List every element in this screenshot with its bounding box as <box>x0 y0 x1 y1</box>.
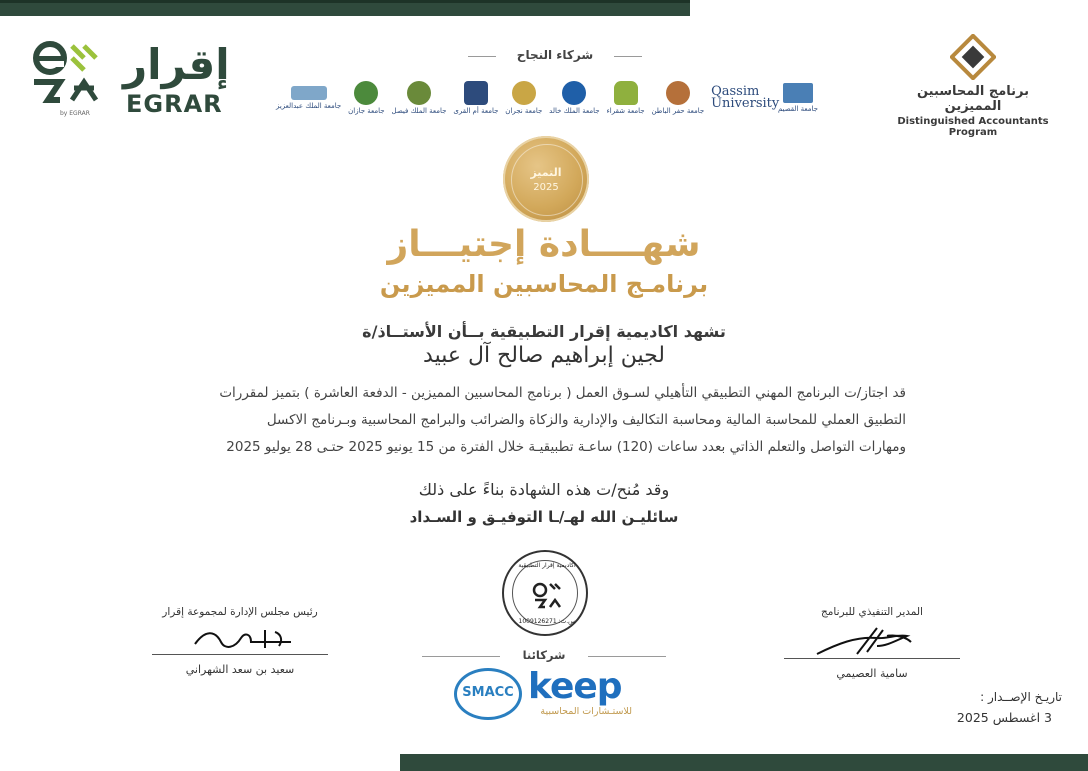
medal-ring <box>511 144 583 216</box>
partner-logo: جامعة الملك فيصل <box>392 81 447 115</box>
partners-logo-strip <box>276 74 818 122</box>
certificate-subtitle: برنامـج المحاسبين المميزين <box>379 270 709 298</box>
egrar-by-label: by EGRAR <box>60 110 90 117</box>
granted-statement: وقد مُنح/ت هذه الشهادة بناءً على ذلك <box>418 480 670 499</box>
egrar-mark-icon <box>28 38 118 110</box>
partner-logo: جامعة شقراء <box>606 81 644 115</box>
university-seal-icon: Qassim University <box>711 84 780 111</box>
stamp-logo-icon <box>504 552 590 638</box>
issue-date-label: تاريـخ الإصــدار : <box>980 690 1062 704</box>
certificate-body <box>176 380 906 461</box>
partner-logo <box>711 84 780 111</box>
excellence-medal <box>503 136 589 222</box>
program-logo-arabic: برنامج المحاسبين المميزين <box>916 84 1030 114</box>
partner-logo: جامعة حفر الباطن <box>651 81 704 115</box>
egrar-logo <box>28 38 230 128</box>
stamp-top-text: اكاديمية إقرار التطبيقية <box>518 562 576 569</box>
body-line: التطبيق العملي للمحاسبة المالية ومحاسبة التكاليف والإدارية والزكاة والضرائب والبرامج المحاسبية وبـرنامج الاكسل <box>266 412 906 428</box>
chairman-name: سعيد بن سعد الشهراني <box>185 663 295 676</box>
wishes-statement: سائليـن الله لهـ/ـا التوفيـق و السـداد <box>409 508 679 526</box>
stamp-registration-number: س.ت: 1009126271 <box>518 618 576 625</box>
chairman-signature-icon <box>165 624 315 654</box>
university-seal-icon <box>783 83 813 103</box>
smacc-logo <box>454 668 522 720</box>
university-seal-icon <box>407 81 431 105</box>
executive-role: المدير التنفيذي للبرنامج <box>821 606 923 618</box>
egrar-arabic-wordmark: إقرار <box>123 40 230 89</box>
keep-wordmark: keep <box>528 666 622 707</box>
keep-subtitle: للاستـشارات المحاسبية <box>540 706 632 717</box>
university-seal-icon <box>354 81 378 105</box>
executive-name: سامية العصيمي <box>836 667 908 680</box>
body-line: ومهارات التواصل والتعلم الذاتي بعدد ساعات (120) ساعـة تطبيقيـة خلال الفترة من 15 يونيو 2025 حتـى 28 يوليو 2025 <box>226 439 906 455</box>
recipient-name: لجين إبراهيم صالح آل عبيد <box>423 343 665 368</box>
executive-signature-block <box>782 606 962 680</box>
partner-logo: جامعة جازان <box>348 81 385 115</box>
academy-stamp <box>502 550 588 636</box>
university-seal-icon <box>666 81 690 105</box>
chairman-role: رئيس مجلس الإدارة لمجموعة إقرار <box>162 606 318 618</box>
program-logo-english: Distinguished Accountants Program <box>897 116 1049 138</box>
our-partners-title: شركائنا <box>494 648 594 662</box>
egrar-english-wordmark: EGRAR <box>126 90 223 118</box>
chairman-signature-block <box>150 606 330 676</box>
partner-logo: جامعة أم القرى <box>453 81 498 115</box>
partner-logo: جامعة الملك خالد <box>549 81 599 115</box>
signature-line <box>784 658 960 659</box>
smacc-wordmark: SMACC <box>462 685 514 700</box>
university-seal-icon <box>291 86 327 100</box>
certificate-title: شهــــادة إجتيـــاز <box>387 224 701 265</box>
bottom-decorative-bar <box>400 754 1088 771</box>
top-decorative-bar <box>0 0 690 16</box>
partner-logo: جامعة الملك عبدالعزيز <box>276 86 341 110</box>
university-seal-icon <box>614 81 638 105</box>
program-logo <box>888 34 1058 138</box>
partner-logo: جامعة القصيم <box>778 83 818 113</box>
partner-logo: جامعة نجران <box>505 81 542 115</box>
certifies-statement: تشهد اكاديمية إقرار التطبيقية بــأن الأستــاذ/ة <box>362 322 726 341</box>
executive-signature-icon <box>797 624 947 658</box>
body-line: قد اجتاز/ت البرنامج المهني التطبيقي التأهيلي لسـوق العمل ( برنامج المحاسبين المميزين - الدفعة العاشرة ) بتميز لمقررات <box>219 385 906 401</box>
university-seal-icon <box>512 81 536 105</box>
medal-label: التميز <box>530 166 562 179</box>
issue-date: 3 اغسطس 2025 <box>956 710 1052 725</box>
university-seal-icon <box>562 81 586 105</box>
medal-year: 2025 <box>533 182 559 193</box>
signature-line <box>152 654 328 655</box>
university-seal-icon <box>464 81 488 105</box>
keep-logo <box>528 668 638 717</box>
success-partners-title: شركاء النجاح <box>498 48 612 62</box>
program-diamond-icon <box>950 34 996 80</box>
